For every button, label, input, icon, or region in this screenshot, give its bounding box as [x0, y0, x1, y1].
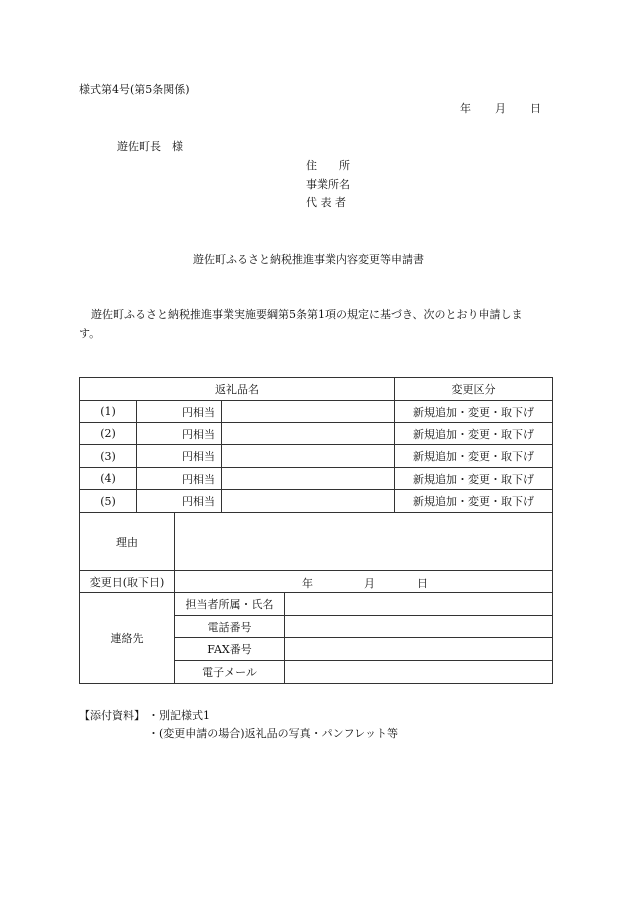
email-label: 電子メール	[175, 661, 285, 684]
yen-equivalent-label: 円相当	[137, 490, 222, 513]
change-options[interactable]: 新規追加・変更・取下げ	[395, 401, 553, 423]
yen-equivalent-label: 円相当	[137, 445, 222, 468]
item-name-cell[interactable]	[222, 468, 395, 490]
fax-label: FAX番号	[175, 638, 285, 661]
business-name-label: 事業所名	[306, 178, 350, 191]
attachment-item: ・別記様式1	[148, 709, 210, 722]
item-name-cell[interactable]	[222, 490, 395, 513]
date-year-label: 年	[460, 102, 471, 115]
yen-equivalent-label: 円相当	[137, 468, 222, 490]
header-change-category: 変更区分	[395, 378, 553, 401]
representative-label: 代 表 者	[306, 196, 346, 209]
item-name-cell[interactable]	[222, 445, 395, 468]
addressee: 遊佐町長 様	[117, 140, 183, 153]
change-date-day: 日	[417, 577, 428, 590]
change-date-month: 月	[364, 577, 375, 590]
row-number: (1)	[80, 401, 137, 423]
yen-equivalent-label: 円相当	[137, 401, 222, 423]
change-options[interactable]: 新規追加・変更・取下げ	[395, 445, 553, 468]
row-number: (5)	[80, 490, 137, 513]
email-field[interactable]	[285, 661, 553, 684]
row-number: (4)	[80, 468, 137, 490]
change-options[interactable]: 新規追加・変更・取下げ	[395, 468, 553, 490]
document-title: 遊佐町ふるさと納税推進事業内容変更等申請書	[193, 253, 424, 266]
row-number: (3)	[80, 445, 137, 468]
table-row	[80, 490, 553, 513]
item-name-cell[interactable]	[222, 423, 395, 445]
change-options[interactable]: 新規追加・変更・取下げ	[395, 490, 553, 513]
contact-label: 連絡先	[80, 593, 175, 684]
application-table	[79, 377, 553, 684]
table-row	[80, 423, 553, 445]
date-month-label: 月	[495, 102, 506, 115]
change-date-year: 年	[302, 577, 313, 590]
attachments-label: 【添付資料】	[79, 709, 145, 722]
reason-label: 理由	[80, 513, 175, 571]
form-number: 様式第4号(第5条関係)	[79, 83, 190, 96]
table-row	[80, 468, 553, 490]
yen-equivalent-label: 円相当	[137, 423, 222, 445]
phone-label: 電話番号	[175, 616, 285, 638]
date-day-label: 日	[530, 102, 541, 115]
contact-person-label: 担当者所属・氏名	[175, 593, 285, 616]
change-date-field[interactable]	[175, 571, 553, 593]
reason-field[interactable]	[175, 513, 553, 571]
contact-person-field[interactable]	[285, 593, 553, 616]
fax-field[interactable]	[285, 638, 553, 661]
header-item-name: 返礼品名	[80, 378, 395, 401]
address-label: 住 所	[306, 159, 350, 172]
body-text-line-1: 遊佐町ふるさと納税推進事業実施要綱第5条第1項の規定に基づき、次のとおり申請しま	[91, 308, 523, 321]
attachment-item: ・(変更申請の場合)返礼品の写真・パンフレット等	[148, 727, 399, 740]
change-options[interactable]: 新規追加・変更・取下げ	[395, 423, 553, 445]
phone-field[interactable]	[285, 616, 553, 638]
change-date-label: 変更日(取下日)	[80, 571, 175, 593]
table-row	[80, 401, 553, 423]
row-number: (2)	[80, 423, 137, 445]
body-text-line-2: す。	[79, 327, 101, 340]
table-row	[80, 445, 553, 468]
item-name-cell[interactable]	[222, 401, 395, 423]
